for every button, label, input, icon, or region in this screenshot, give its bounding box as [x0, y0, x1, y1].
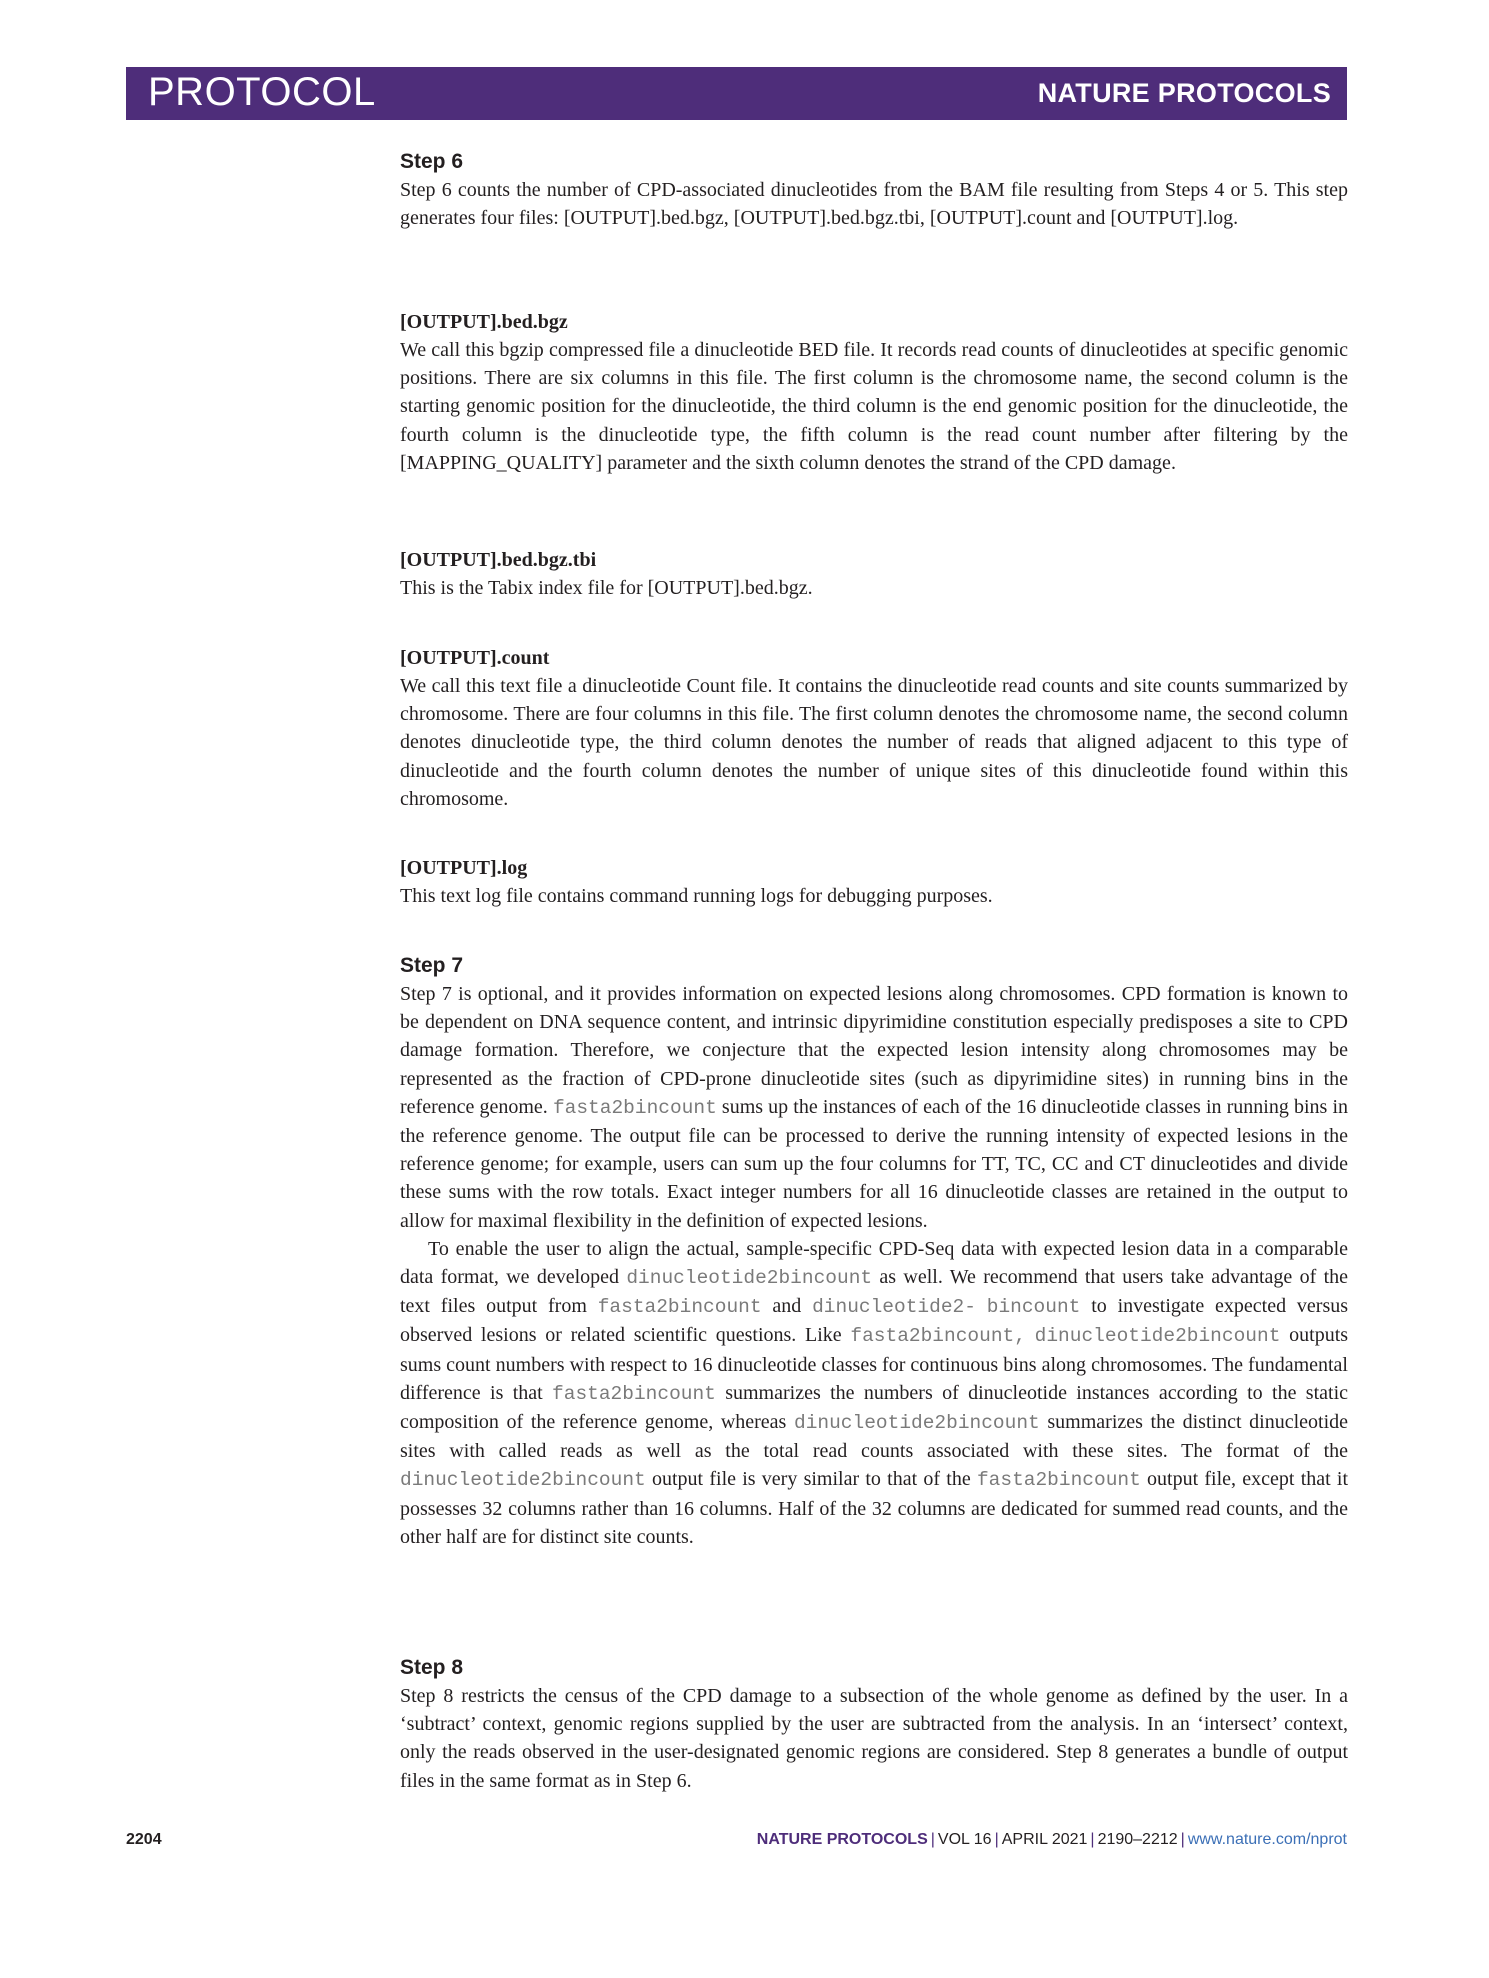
step7-p2-text-i: output file, except that it possesses 32 columns rather than 16 columns. Half of the 32 columns are dedicated for summed read counts, and the other half are for distinct site counts.: [400, 1468, 1349, 1548]
footer-pages: 2190–2212: [1097, 1831, 1178, 1848]
step7-p2-text-c: and: [772, 1295, 802, 1318]
bed-bgz-body: We call this bgzip compressed file a dinucleotide BED file. It records read counts of dinucleotides at specific genomic positions. There are six columns in this file. The first column is the chromosome name, the second column is the starting genomic position for the dinucleotide, the third column is the end genomic position for the dinucleotide, the fourth column is the dinucleotide type, the fifth column is the read count number after filtering by the [MAPPING_QUALITY] parameter and the sixth column denotes the strand of the CPD damage.: [400, 339, 1348, 474]
bed-bgz-section: [400, 308, 1348, 477]
page-footer: [126, 1831, 1347, 1855]
header-section-label: PROTOCOL: [148, 70, 376, 114]
step7-p2-text-g: summarizes the distinct dinucleotide sites with called reads as well as the total read counts associated with these sites. The format of the: [400, 1411, 1348, 1463]
footer-separator: |: [1090, 1831, 1095, 1848]
footer-volume: VOL 16: [937, 1831, 992, 1848]
step6-body: Step 6 counts the number of CPD-associated dinucleotides from the BAM file resulting from Steps 4 or 5. This step generates four files: [OUTPUT].bed.bgz, [OUTPUT].bed.bgz.tbi, [OUTPUT].count and [OUTPUT].log.: [400, 179, 1348, 230]
footer-separator: |: [930, 1831, 935, 1848]
log-section: [400, 854, 1348, 910]
step8-section: [400, 1654, 1348, 1795]
step7-p1-text-b: sums up the instances of each of the 16 dinucleotide classes in running bins in the reference genome. The output file can be processed to derive the running intensity of expected lesions in the reference genome; for example, users can sum up the four columns for TT, TC, CC and CT dinucleotides and divide these sums with the row totals. Exact integer numbers for all 16 dinucleotide classes are retained in the output to allow for maximal flexibility in the definition of expected lesions.: [400, 1095, 1349, 1232]
footer-date: APRIL 2021: [1001, 1831, 1088, 1848]
code-dinucleotide2bincount: dinucleotide2bincount: [794, 1412, 1040, 1435]
step7-paragraph-2: [400, 1235, 1348, 1551]
step6-heading: Step 6: [400, 150, 464, 173]
step7-section: [400, 952, 1348, 1551]
code-fasta2bincount: fasta2bincount: [597, 1296, 762, 1319]
code-bincount-split: bincount: [986, 1296, 1081, 1319]
step7-p2-text-d: to investigate expected versus observed lesions or related scientific questions. Like: [400, 1295, 1349, 1347]
step7-p1-text-a: Step 7 is optional, and it provides information on expected lesions along chromosomes. CPD formation is known to be dependent on DNA sequence content, and intrinsic dipyrimidine constitution especially predisposes a site to CPD damage formation. Therefore, we conjecture that the expected lesion intensity along chromosomes may be represented as the fraction of CPD-prone dinucleotide sites (such as dipyrimidine sites) in running bins in the reference genome.: [400, 983, 1348, 1118]
header-banner: [126, 67, 1347, 120]
log-heading: [OUTPUT].log: [400, 857, 528, 879]
step8-heading: Step 8: [400, 1656, 464, 1679]
log-body: This text log file contains command running logs for debugging purposes.: [400, 885, 993, 907]
bed-bgz-tbi-body: This is the Tabix index file for [OUTPUT].bed.bgz.: [400, 577, 813, 599]
step6-section: [400, 148, 1348, 232]
step8-body: Step 8 restricts the census of the CPD damage to a subsection of the whole genome as defined by the user. In a ‘subtract’ context, genomic regions supplied by the user are subtracted from the analysis. In an ‘intersect’ context, only the reads observed in the user-designated genomic regions are considered. Step 8 generates a bundle of output files in the same format as in Step 6.: [400, 1685, 1348, 1792]
header-journal-name: NATURE PROTOCOLS: [1037, 78, 1331, 108]
footer-journal: NATURE PROTOCOLS: [756, 1831, 928, 1848]
step7-p2-text-f: summarizes the numbers of dinucleotide instances according to the static composition of the reference genome, whereas: [400, 1381, 1349, 1434]
step7-paragraph-1: [400, 980, 1348, 1235]
bed-bgz-tbi-section: [400, 546, 1348, 602]
footer-citation: [757, 1831, 1347, 1849]
code-fasta2bincount: fasta2bincount: [552, 1096, 717, 1119]
footer-separator: |: [1180, 1831, 1185, 1848]
footer-separator: |: [994, 1831, 999, 1848]
code-fasta2bincount-comma: fasta2bincount,: [850, 1325, 1026, 1348]
code-dinucleotide2bincount: dinucleotide2bincount: [1034, 1325, 1281, 1348]
step7-heading: Step 7: [400, 954, 464, 977]
code-fasta2bincount: fasta2bincount: [976, 1469, 1141, 1492]
bed-bgz-tbi-heading: [OUTPUT].bed.bgz.tbi: [400, 549, 597, 571]
count-section: [400, 644, 1348, 813]
step7-p2-text-a: To enable the user to align the actual, sample-specific CPD-Seq data with expected lesion data in a comparable data format, we developed: [400, 1237, 1348, 1289]
step7-p2-text-b: as well. We recommend that users take advantage of the text files output from: [400, 1266, 1349, 1318]
bed-bgz-heading: [OUTPUT].bed.bgz: [400, 311, 568, 333]
step7-p2-text-e: outputs sums count numbers with respect to 16 dinucleotide classes for continuous bins along chromosomes. The fundamental difference is that: [400, 1324, 1349, 1404]
code-dinucleotide2bincount: dinucleotide2bincount: [400, 1469, 646, 1492]
footer-url-link[interactable]: www.nature.com/nprot: [1187, 1831, 1347, 1848]
code-dinucleotide2bincount: dinucleotide2bincount: [626, 1267, 873, 1290]
code-fasta2bincount: fasta2bincount: [552, 1382, 716, 1405]
count-heading: [OUTPUT].count: [400, 647, 550, 669]
step7-p2-text-h: output file is very similar to that of the: [652, 1468, 971, 1491]
page-number: 2204: [126, 1831, 162, 1848]
code-dinucleotide2-split: dinucleotide2-: [812, 1296, 976, 1319]
count-body: We call this text file a dinucleotide Count file. It contains the dinucleotide read counts and site counts summarized by chromosome. There are four columns in this file. The first column denotes the chromosome name, the second column denotes dinucleotide type, the third column denotes the number of reads that aligned adjacent to this type of dinucleotide and the fourth column denotes the number of unique sites of this dinucleotide found within this chromosome.: [400, 675, 1348, 810]
